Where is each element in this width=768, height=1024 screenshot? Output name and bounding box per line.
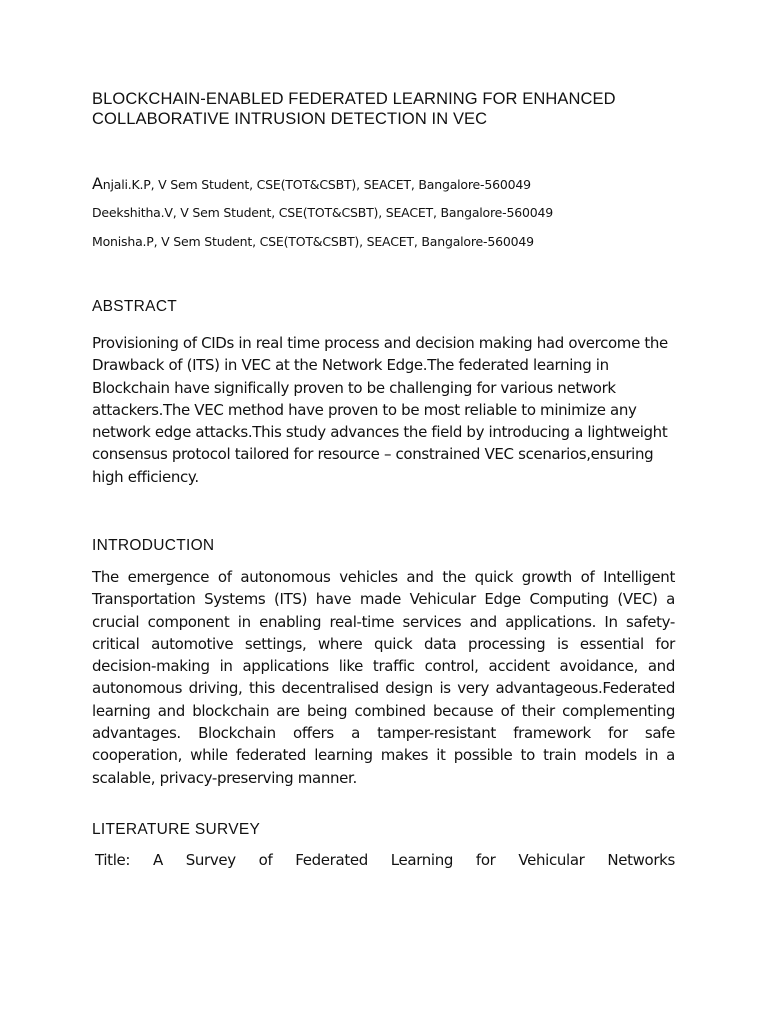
author-line-2 <box>92 205 553 221</box>
abstract-heading: ABSTRACT <box>92 298 178 315</box>
introduction-line: autonomous driving, this decentralised design is very advantageous.Federated <box>92 679 675 698</box>
author-line-3 <box>92 234 534 250</box>
introduction-line: The emergence of autonomous vehicles and the quick growth of Intelligent <box>92 568 675 586</box>
introduction-line: Transportation Systems (ITS) have made Vehicular Edge Computing (VEC) a <box>92 590 675 609</box>
author-details: Monisha.P, V Sem Student, CSE(TOT&CSBT), SEACET, Bangalore-560049 <box>92 234 534 249</box>
title-line-1: BLOCKCHAIN-ENABLED FEDERATED LEARNING FOR ENHANCED <box>92 90 616 108</box>
introduction-line: decision-making in applications like traffic control, accident avoidance, and <box>92 657 675 676</box>
abstract-line: network edge attacks.This study advances the field by introducing a lightweight <box>92 423 668 442</box>
abstract-text <box>92 332 675 488</box>
author-details: Deekshitha.V, V Sem Student, CSE(TOT&CSBT), SEACET, Bangalore-560049 <box>92 205 553 220</box>
abstract-line: Drawback of (ITS) in VEC at the Network Edge.The federated learning in <box>92 356 609 375</box>
author-details: njali.K.P, V Sem Student, CSE(TOT&CSBT), SEACET, Bangalore-560049 <box>102 177 531 192</box>
author-line-1 <box>92 176 531 193</box>
introduction-line: crucial component in enabling real-time services and applications. In safety- <box>92 612 675 631</box>
literature-survey-heading: LITERATURE SURVEY <box>92 821 261 838</box>
abstract-line: attackers.The VEC method have proven to be most reliable to minimize any <box>92 400 637 419</box>
title-line-2: COLLABORATIVE INTRUSION DETECTION IN VEC <box>92 110 488 128</box>
abstract-line: Provisioning of CIDs in real time process and decision making had overcome the <box>92 334 668 352</box>
introduction-line: learning and blockchain are being combined because of their complementing <box>92 701 675 720</box>
introduction-line: scalable, privacy-preserving manner. <box>92 768 357 787</box>
author-initial: A <box>92 174 103 193</box>
abstract-line: Blockchain have significally proven to be challenging for various network <box>92 378 616 397</box>
abstract-line: high efficiency. <box>92 467 199 486</box>
abstract-line: consensus protocol tailored for resource – constrained VEC scenarios,ensuring <box>92 445 654 464</box>
introduction-heading: INTRODUCTION <box>92 537 215 554</box>
literature-survey-title-line: Title: A Survey of Federated Learning for Vehicular Networks <box>95 851 675 869</box>
introduction-line: critical automotive settings, where quick data processing is essential for <box>92 634 675 653</box>
paper-title <box>92 89 692 129</box>
introduction-text <box>92 566 675 789</box>
introduction-line: advantages. Blockchain offers a tamper-resistant framework for safe <box>92 724 675 743</box>
introduction-line: cooperation, while federated learning makes it possible to train models in a <box>92 746 675 765</box>
